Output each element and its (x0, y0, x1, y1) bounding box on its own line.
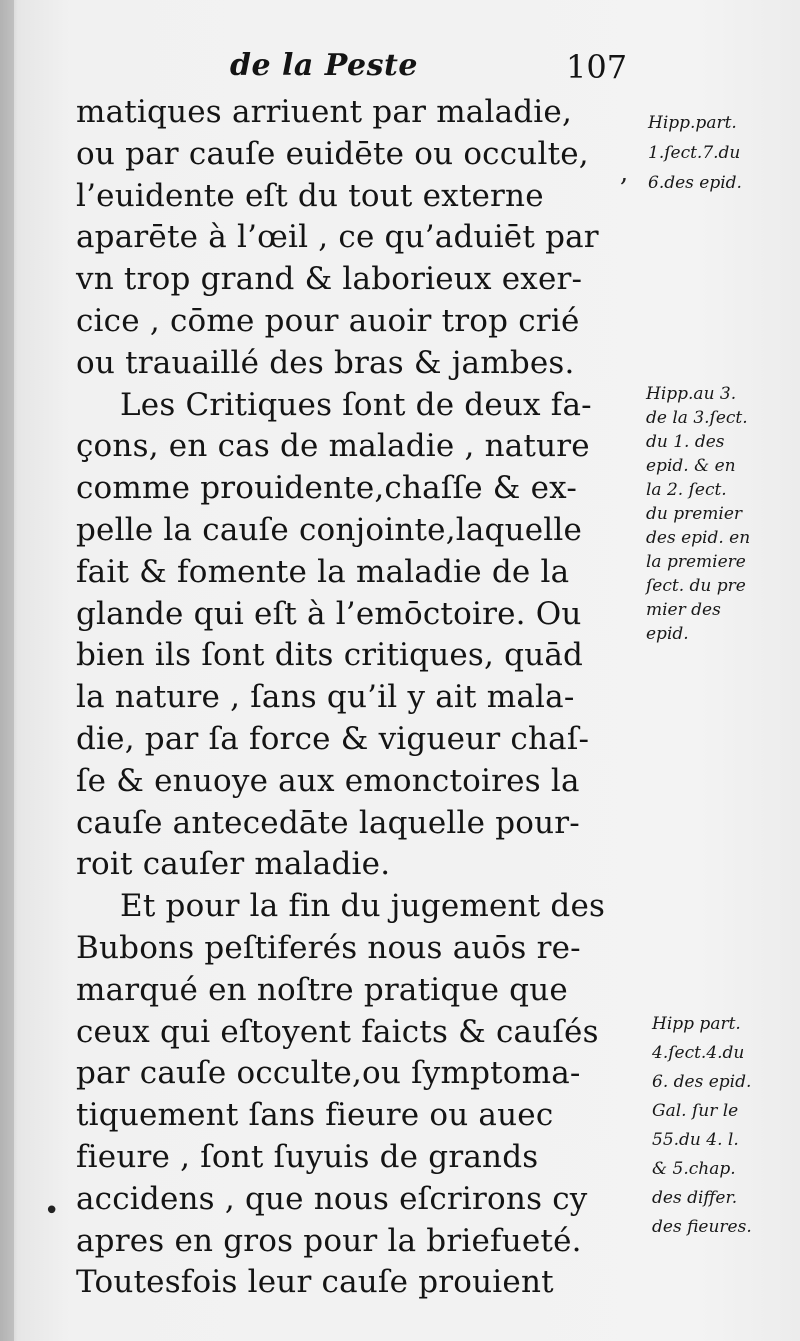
marginal-note-line: & 5.chap. (652, 1159, 736, 1179)
text-line: die, par ſa force & vigueur chaſ- (76, 720, 590, 757)
marginal-note-line: des epid. en (646, 528, 751, 548)
text-line: matiques arriuent par maladie, (76, 94, 573, 130)
text-line: ou par cauſe euidēte ou occulte, (76, 135, 589, 172)
text-line: Les Critiques ſont de deux fa- (120, 386, 592, 423)
marginal-note-line: Hipp.part. (648, 113, 737, 133)
text-line: apres en gros pour la briefueté. (76, 1222, 582, 1259)
marginal-note-line: Hipp part. (652, 1014, 741, 1034)
text-line: l’euidente eſt du tout externe (76, 177, 544, 214)
marginal-note-line: des differ. (652, 1188, 738, 1208)
marginal-note-line: Gal. ſur le (652, 1101, 739, 1121)
ink-dot-mark: • (44, 1196, 60, 1226)
marginal-note (648, 108, 742, 198)
text-line: çons, en cas de maladie , nature (76, 428, 590, 465)
text-line: accidens , que nous eſcrirons cy (76, 1180, 588, 1217)
text-line: ou trauaillé des bras & jambes. (76, 344, 575, 381)
text-line: fait & fomente la maladie de la (76, 553, 570, 590)
text-line: Et pour la fin du jugement des (120, 888, 606, 925)
page-number: 107 (566, 48, 628, 86)
marginal-note-line: Hipp.au 3. (646, 384, 737, 404)
text-line: Toutesfois leur cauſe prouient (76, 1264, 554, 1301)
marginal-note-line: des fieures. (652, 1217, 752, 1237)
running-title: de la Peste (230, 48, 418, 83)
marginal-note-line: du 1. des (646, 432, 725, 452)
text-line: roit cauſer maladie. (76, 846, 391, 883)
marginal-note-line: la 2. ſect. (646, 480, 727, 500)
marginal-note-line: epid. (646, 624, 689, 644)
text-line: par cauſe occulte,ou ſymptoma- (76, 1055, 581, 1092)
text-line: ceux qui eſtoyent faicts & cauſés (76, 1013, 599, 1050)
text-line: glande qui eſt à l’emōctoire. Ou (76, 595, 582, 632)
text-line: pelle la cauſe conjointe,laquelle (76, 511, 583, 548)
marginal-note-line: mier des (646, 600, 721, 620)
marginal-note (652, 1010, 752, 1242)
text-line: cice , cōme pour auoir trop crié (76, 302, 580, 339)
text-line: marqué en noſtre pratique que (76, 971, 568, 1008)
ink-dot-mark: , (620, 158, 629, 188)
marginal-note (646, 382, 750, 646)
text-line: Bubons peſtiferés nous auōs re- (76, 929, 581, 966)
text-line: cauſe antecedāte laquelle pour- (76, 804, 580, 841)
marginal-note-line: la premiere (646, 552, 746, 572)
text-line: tiquement ſans fieure ou auec (76, 1097, 554, 1134)
marginal-note-line: de la 3.ſect. (646, 408, 748, 428)
text-line: ſe & enuoye aux emonctoires la (76, 762, 580, 799)
body-text (76, 92, 646, 1304)
marginal-note-line: epid. & en (646, 456, 736, 476)
text-line: aparēte à l’œil , ce qu’aduiēt par (76, 219, 599, 256)
marginal-note-line: du premier (646, 504, 743, 524)
marginal-note-line: 4.ſect.4.du (652, 1043, 745, 1063)
text-line: vn trop grand & laborieux exer- (76, 261, 583, 298)
marginal-note-line: 1.ſect.7.du (648, 143, 741, 163)
marginal-note-line: 6.des epid. (648, 173, 742, 193)
marginal-note-line: ſect. du pre (646, 576, 746, 596)
marginal-note-line: 55.du 4. l. (652, 1130, 739, 1150)
text-line: comme prouidente,chaſſe & ex- (76, 470, 577, 507)
text-line: la nature , ſans qu’il y ait mala- (76, 679, 575, 716)
text-line: fieure , ſont ſuyuis de grands (76, 1138, 539, 1175)
marginal-note-line: 6. des epid. (652, 1072, 752, 1092)
text-line: bien ils ſont dits critiques, quād (76, 637, 584, 674)
